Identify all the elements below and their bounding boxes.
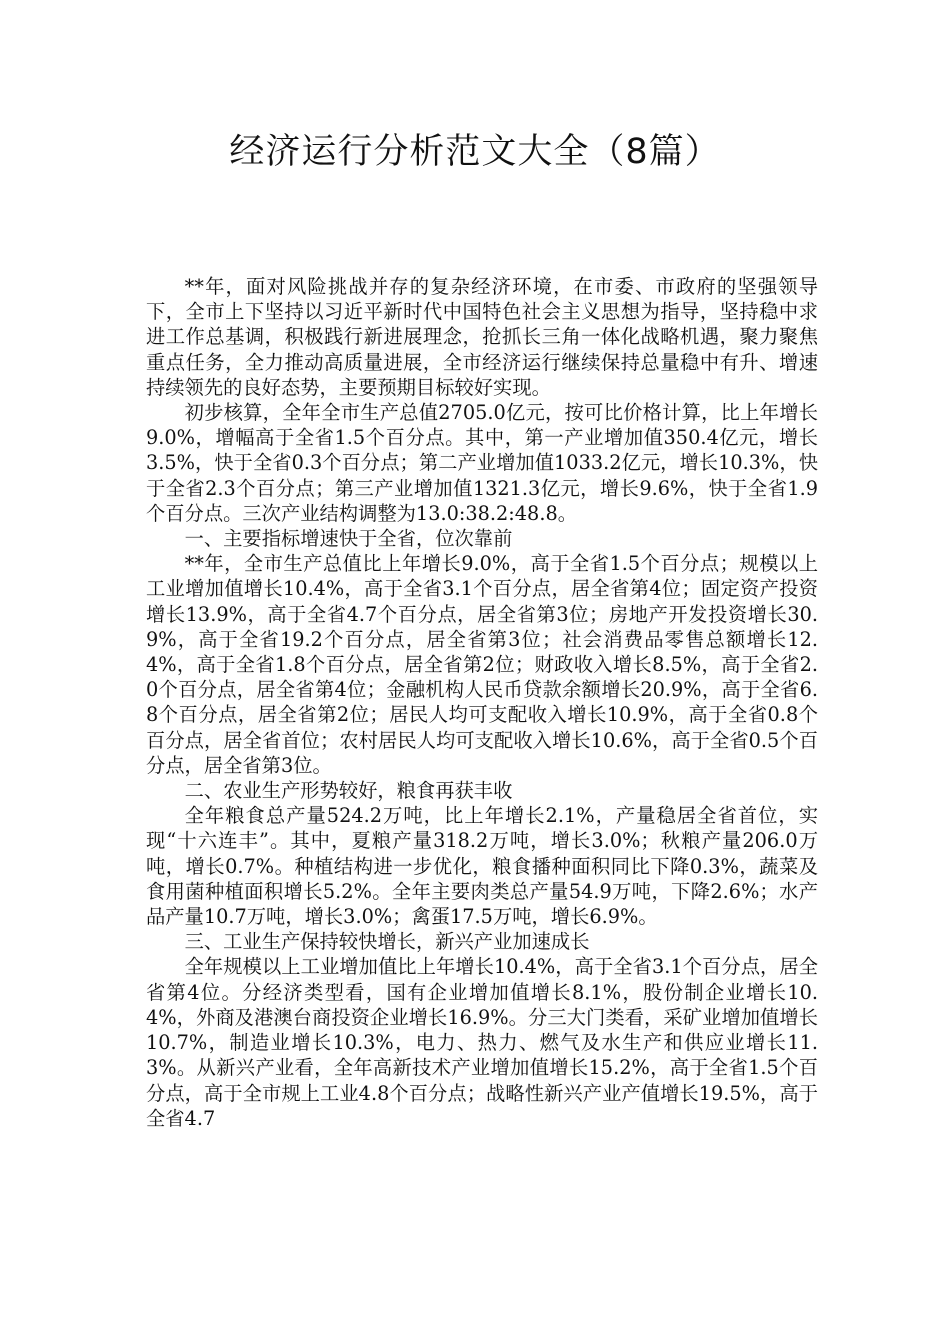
- document-title: 经济运行分析范文大全（8篇）: [229, 132, 721, 172]
- section-heading-2: 二、农业生产形势较好，粮食再获丰收: [184, 779, 513, 803]
- paragraph-agriculture: 全年粮食总产量524.2万吨，比上年增长2.1%，产量稳居全省首位，实现“十六连丰”。其中，夏粮产量318.2万吨，增长3.0%；秋粮产量206.0万吨，增长0.7%。种植结构进一步优化，粮食播种面积同比下降0.3%，蔬菜及食用菌种植面积增长5.2%。全年主要肉类总产量54.9万吨，下降2.6%；水产品产量10.7万吨，增长3.0%；禽蛋17.5万吨，增长6.9%。: [146, 804, 818, 929]
- paragraph-intro: **年，面对风险挑战并存的复杂经济环境，在市委、市政府的坚强领导下，全市上下坚持以习近平新时代中国特色社会主义思想为指导，坚持稳中求进工作总基调，积极践行新进展理念，抢抓长三角一体化战略机遇，聚力聚焦重点任务，全力推动高质量进展，全市经济运行继续保持总量稳中有升、增速持续领先的良好态势，主要预期目标较好实现。: [146, 275, 818, 399]
- section-heading-3: 三、工业生产保持较快增长，新兴产业加速成长: [184, 930, 590, 954]
- section-heading-1: 一、主要指标增速快于全省，位次靠前: [184, 527, 513, 551]
- document-body: [146, 274, 818, 1131]
- paragraph-industry: 全年规模以上工业增加值比上年增长10.4%，高于全省3.1个百分点，居全省第4位。分经济类型看，国有企业增加值增长8.1%，股份制企业增长10.4%，外商及港澳台商投资企业增长16.9%。分三大门类看，采矿业增加值增长10.7%，制造业增长10.3%，电力、热力、燃气及水生产和供应业增长11.3%。从新兴产业看，全年高新技术产业增加值增长15.2%，高于全省1.5个百分点，高于全市规上工业4.8个百分点；战略性新兴产业产值增长19.5%，高于全省4.7: [146, 955, 818, 1130]
- paragraph-main-indicators: **年，全市生产总值比上年增长9.0%，高于全省1.5个百分点；规模以上工业增加值增长10.4%，高于全省3.1个百分点，居全省第4位；固定资产投资增长13.9%，高于全省4.7个百分点，居全省第3位；房地产开发投资增长30.9%，高于全省19.2个百分点，居全省第3位；社会消费品零售总额增长12.4%，高于全省1.8个百分点，居全省第2位；财政收入增长8.5%，高于全省2.0个百分点，居全省第4位；金融机构人民币贷款余额增长20.9%，高于全省6.8个百分点，居全省第2位；居民人均可支配收入增长10.9%，高于全省0.8个百分点，居全省首位；农村居民人均可支配收入增长10.6%，高于全省0.5个百分点，居全省第3位。: [146, 552, 818, 777]
- paragraph-gdp-overview: 初步核算，全年全市生产总值2705.0亿元，按可比价格计算，比上年增长9.0%，增幅高于全省1.5个百分点。其中，第一产业增加值350.4亿元，增长3.5%，快于全省0.3个百分点；第二产业增加值1033.2亿元，增长10.3%，快于全省2.3个百分点；第三产业增加值1321.3亿元，增长9.6%，快于全省1.9个百分点。三次产业结构调整为13.0:38.2:48.8。: [146, 401, 818, 525]
